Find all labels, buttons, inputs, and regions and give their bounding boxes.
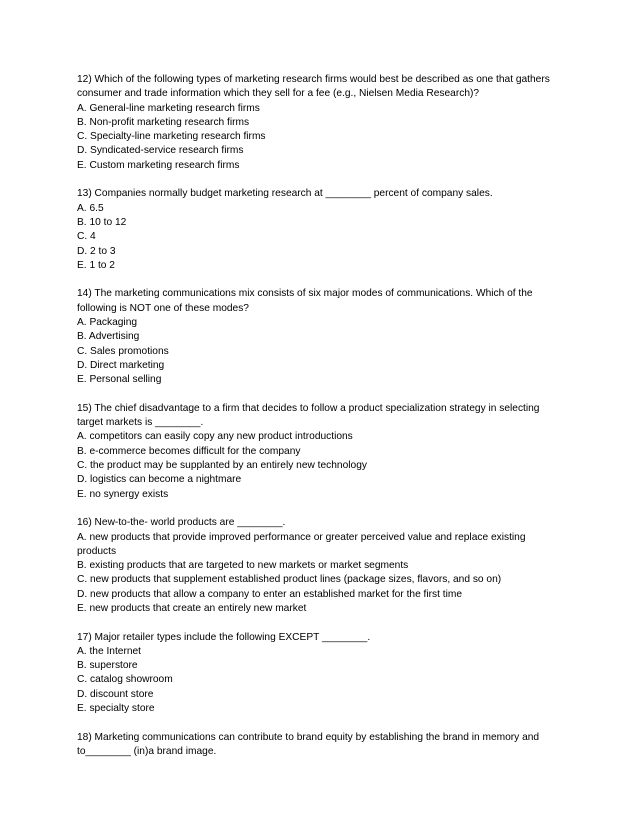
- option-a: A. Packaging: [77, 317, 138, 329]
- question-17: [77, 631, 567, 717]
- option-c: C. catalog showroom: [77, 674, 173, 686]
- option-d: D. new products that allow a company to enter an established market for the first time: [77, 588, 463, 600]
- question-text: 17) Major retailer types include the following EXCEPT ________.: [77, 631, 371, 643]
- question-15: [77, 402, 567, 502]
- option-b: B. Non-profit marketing research firms: [77, 116, 250, 128]
- question-list: [77, 73, 567, 774]
- option-c: C. 4: [77, 231, 96, 243]
- option-d: D. discount store: [77, 688, 154, 700]
- option-c: C. Specialty-line marketing research firms: [77, 131, 266, 143]
- question-13: [77, 187, 567, 273]
- option-a: A. the Internet: [77, 645, 141, 657]
- question-text: 15) The chief disadvantage to a firm that decides to follow a product specialization strategy in selecting target markets is ________.: [77, 402, 540, 429]
- option-a: A. General-line marketing research firms: [77, 102, 260, 114]
- option-c: C. the product may be supplanted by an entirely new technology: [77, 460, 367, 472]
- option-b: B. e-commerce becomes difficult for the company: [77, 445, 301, 457]
- option-e: E. Personal selling: [77, 374, 162, 386]
- question-text: 14) The marketing communications mix consists of six major modes of communications. Which of the following is NOT one of these modes?: [77, 288, 533, 314]
- question-18: [77, 731, 567, 760]
- question-text: 18) Marketing communications can contribute to brand equity by establishing the brand in memory and to________ (in)a brand image.: [77, 731, 540, 757]
- option-e: E. Custom marketing research firms: [77, 159, 240, 171]
- option-c: C. Sales promotions: [77, 345, 169, 357]
- option-d: D. logistics can become a nightmare: [77, 474, 242, 486]
- option-e: E. 1 to 2: [77, 259, 115, 271]
- option-d: D. Direct marketing: [77, 359, 165, 371]
- question-14: [77, 287, 567, 387]
- question-12: [77, 73, 567, 173]
- option-a: A. new products that provide improved performance or greater perceived value and replace existing products: [77, 531, 526, 557]
- option-b: B. 10 to 12: [77, 216, 127, 228]
- option-c: C. new products that supplement established product lines (package sizes, flavors, and so on): [77, 574, 502, 586]
- option-e: E. specialty store: [77, 703, 155, 715]
- option-a: A. 6.5: [77, 202, 104, 214]
- option-d: D. Syndicated-service research firms: [77, 145, 244, 157]
- option-b: B. Advertising: [77, 331, 140, 343]
- question-text: 12) Which of the following types of marketing research firms would best be described as one that gathers consumer and trade information which they sell for a fee (e.g., Nielsen Media Research)?: [77, 74, 550, 100]
- question-16: [77, 516, 567, 616]
- question-text: 13) Companies normally budget marketing research at ________ percent of company sales.: [77, 188, 493, 200]
- option-e: E. new products that create an entirely new market: [77, 602, 307, 614]
- option-b: B. existing products that are targeted to new markets or market segments: [77, 560, 409, 572]
- option-b: B. superstore: [77, 660, 138, 672]
- question-text: 16) New-to-the- world products are ________.: [77, 517, 286, 529]
- option-d: D. 2 to 3: [77, 245, 116, 257]
- option-e: E. no synergy exists: [77, 488, 169, 500]
- option-a: A. competitors can easily copy any new product introductions: [77, 431, 353, 443]
